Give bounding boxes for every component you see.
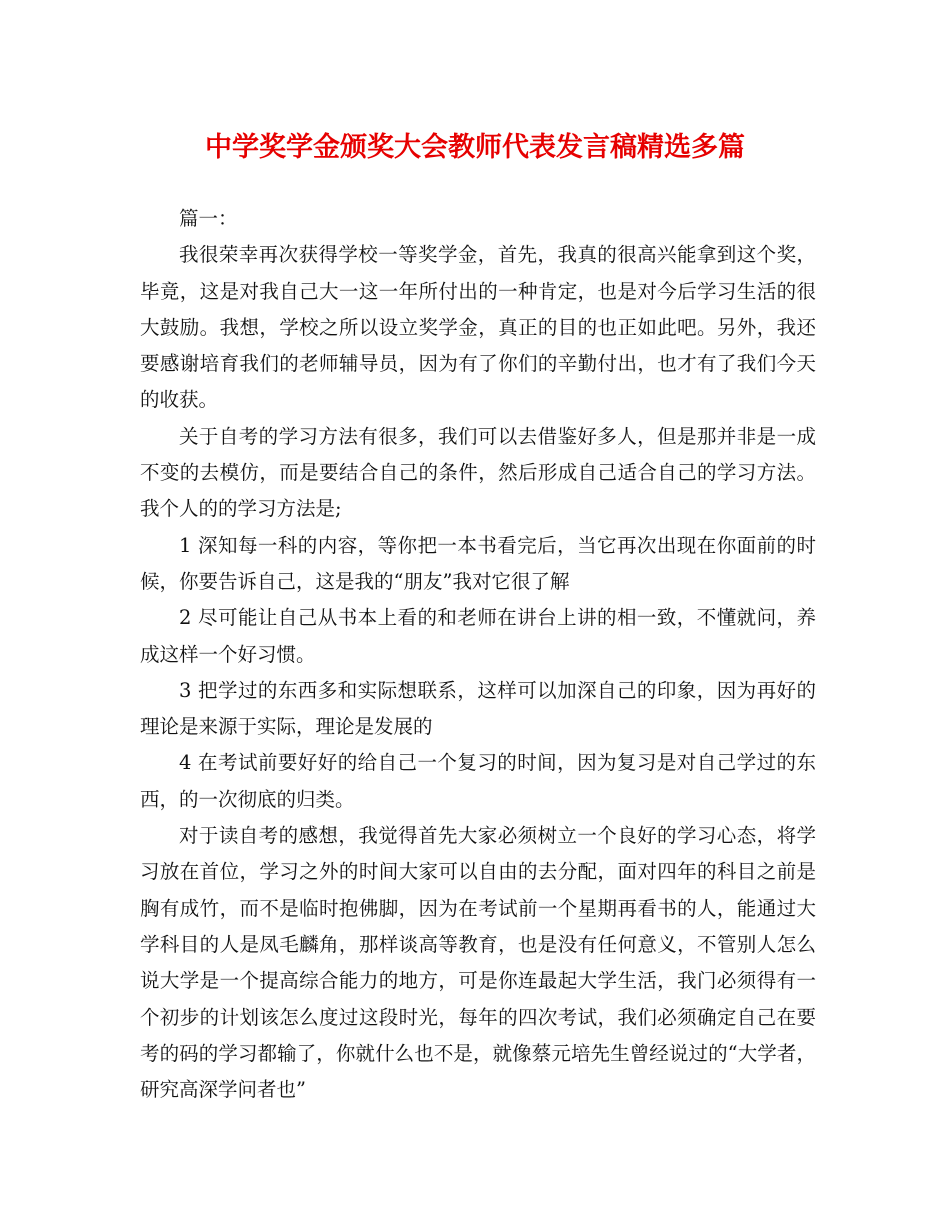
paragraph: 对于读自考的感想，我觉得首先大家必须树立一个良好的学习心态，将学习放在首位，学习之外的时间大家可以自由的去分配，面对四年的科目之前是胸有成竹，而不是临时抱佛脚，因为在考试前一个星期再看书的人，能通过大学科目的人是凤毛麟角，那样谈高等教育，也是没有任何意义，不管别人怎么说大学是一个提高综合能力的地方，可是你连最起大学生活，我门必须得有一个初步的计划该怎么度过这段时光，每年的四次考试，我们必须确定自己在要考的码的学习都输了，你就什么也不是，就像蔡元培先生曾经说过的“大学者，研究高深学问者也”: [140, 824, 816, 1102]
section-heading: 篇一：: [179, 207, 238, 230]
list-item: 4 在考试前要好好的给自己一个复习的时间，因为复习是对自己学过的东西，的一次彻底的归类。: [140, 751, 816, 811]
document-body: [140, 201, 816, 1108]
paragraph: 我很荣幸再次获得学校一等奖学金，首先，我真的很高兴能拿到这个奖，毕竟，这是对我自己大一这一年所付出的一种肯定，也是对今后学习生活的很大鼓励。我想，学校之所以设立奖学金，真正的目的也正如此吧。另外，我还要感谢培育我们的老师辅导员，因为有了你们的辛勤付出，也才有了我们今天的收获。: [140, 243, 816, 412]
list-item: 2 尽可能让自己从书本上看的和老师在讲台上讲的相一致，不懂就问，养成这样一个好习惯。: [140, 606, 816, 666]
list-item: 3 把学过的东西多和实际想联系，这样可以加深自己的印象，因为再好的理论是来源于实际，理论是发展的: [140, 678, 816, 739]
list-item: 1 深知每一科的内容，等你把一本书看完后，当它再次出现在你面前的时候，你要告诉自己，这是我的“朋友”我对它很了解: [140, 533, 816, 593]
document-title: 中学奖学金颁奖大会教师代表发言稿精选多篇: [205, 132, 745, 163]
paragraph: 关于自考的学习方法有很多，我们可以去借鉴好多人，但是那并非是一成不变的去模仿，而是要结合自己的条件，然后形成自己适合自己的学习方法。我个人的的学习方法是;: [140, 424, 816, 521]
